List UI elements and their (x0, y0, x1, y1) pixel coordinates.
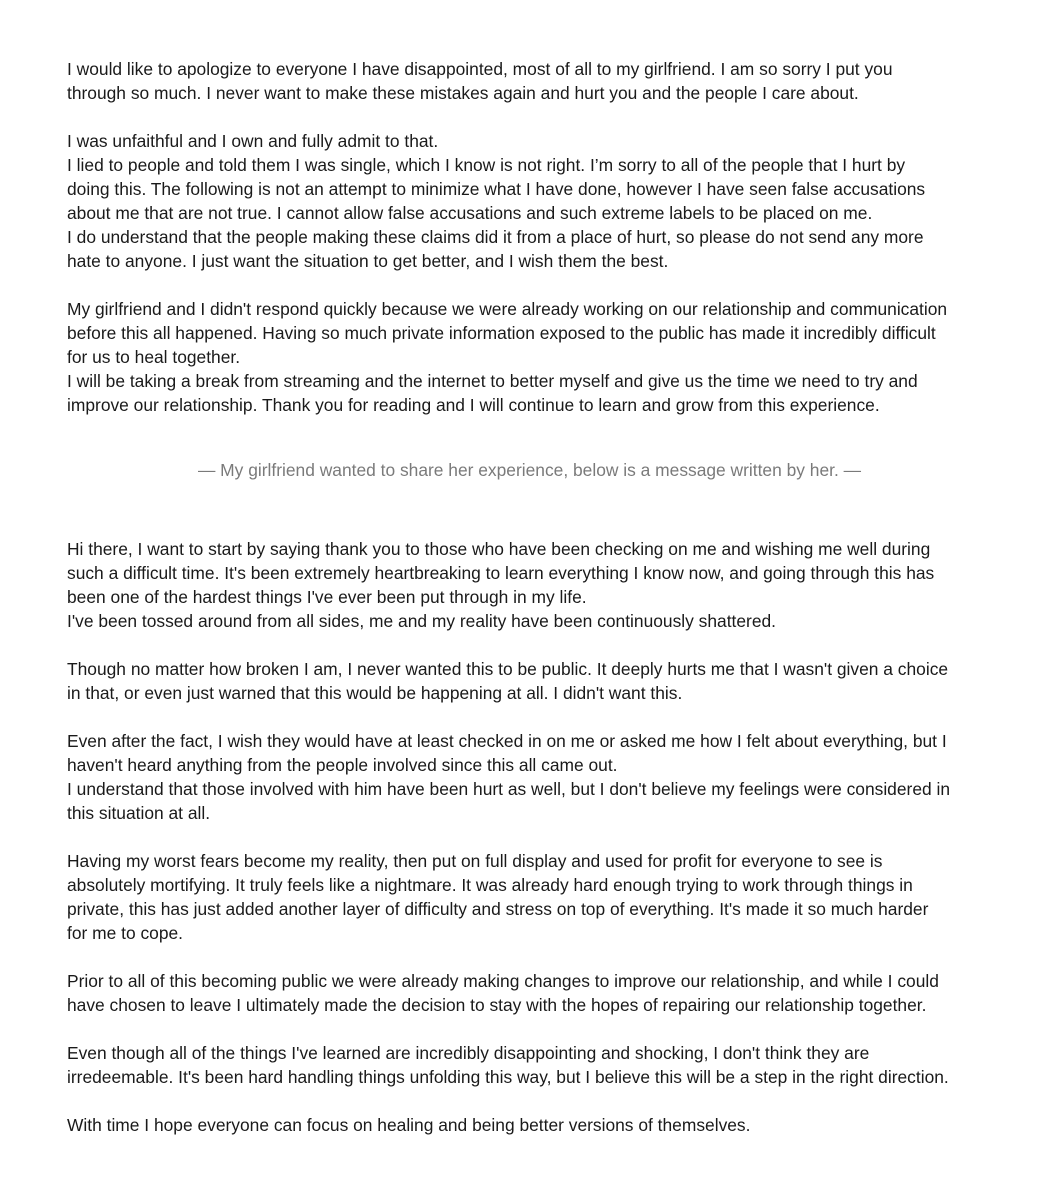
text-line: before this all happened. Having so much private information exposed to the public has made it incredibly difficult (67, 323, 936, 343)
text-line: I understand that those involved with him have been hurt as well, but I don't believe my feelings were considered in (67, 779, 951, 799)
text-line: Hi there, I want to start by saying thank you to those who have been checking on me and wishing me well during (67, 539, 931, 559)
text-line: improve our relationship. Thank you for reading and I will continue to learn and grow from this experience. (67, 395, 880, 415)
text-line: hate to anyone. I just want the situation to get better, and I wish them the best. (67, 251, 669, 271)
text-line: haven't heard anything from the people involved since this all came out. (67, 755, 618, 775)
apology-paragraph (67, 129, 997, 273)
statement-document (67, 57, 997, 1137)
text-line: With time I hope everyone can focus on healing and being better versions of themselves. (67, 1115, 751, 1135)
girlfriend-message-section (67, 537, 997, 1137)
text-line: doing this. The following is not an attempt to minimize what I have done, however I have seen false accusations (67, 179, 926, 199)
message-paragraph (67, 849, 997, 945)
text-line: in that, or even just warned that this would be happening at all. I didn't want this. (67, 683, 683, 703)
apology-paragraph (67, 57, 997, 105)
text-line: have chosen to leave I ultimately made the decision to stay with the hopes of repairing our relationship together. (67, 995, 927, 1015)
message-paragraph (67, 969, 997, 1017)
text-line: for me to cope. (67, 923, 183, 943)
text-line: this situation at all. (67, 803, 211, 823)
text-line: through so much. I never want to make these mistakes again and hurt you and the people I care about. (67, 83, 859, 103)
text-line: about me that are not true. I cannot allow false accusations and such extreme labels to be placed on me. (67, 203, 873, 223)
text-line: Prior to all of this becoming public we were already making changes to improve our relationship, and while I could (67, 971, 939, 991)
text-line: such a difficult time. It's been extremely heartbreaking to learn everything I know now, and going through this has (67, 563, 935, 583)
text-line: My girlfriend and I didn't respond quickly because we were already working on our relationship and communication (67, 299, 948, 319)
text-line: I will be taking a break from streaming and the internet to better myself and give us the time we need to try and (67, 371, 918, 391)
text-line: private, this has just added another layer of difficulty and stress on top of everything. It's made it so much harder (67, 899, 929, 919)
apology-section (67, 57, 997, 417)
text-line: for us to heal together. (67, 347, 241, 367)
text-line: Even after the fact, I wish they would have at least checked in on me or asked me how I felt about everything, but I (67, 731, 947, 751)
text-line: been one of the hardest things I've ever been put through in my life. (67, 587, 587, 607)
message-paragraph (67, 657, 997, 705)
text-line: I would like to apologize to everyone I have disappointed, most of all to my girlfriend. I am so sorry I put you (67, 59, 893, 79)
text-line: irredeemable. It's been hard handling things unfolding this way, but I believe this will be a step in the right direction. (67, 1067, 949, 1087)
apology-paragraph (67, 297, 997, 417)
text-line: absolutely mortifying. It truly feels like a nightmare. It was already hard enough trying to work through things in (67, 875, 913, 895)
text-line: I was unfaithful and I own and fully admit to that. (67, 131, 439, 151)
message-paragraph (67, 1041, 997, 1089)
text-line: Though no matter how broken I am, I never wanted this to be public. It deeply hurts me that I wasn't given a choice (67, 659, 949, 679)
message-paragraph (67, 537, 997, 633)
text-line: I lied to people and told them I was single, which I know is not right. I’m sorry to all of the people that I hurt by (67, 155, 906, 175)
message-paragraph (67, 729, 997, 825)
text-line: I do understand that the people making these claims did it from a place of hurt, so please do not send any more (67, 227, 924, 247)
text-line: I've been tossed around from all sides, me and my reality have been continuously shattered. (67, 611, 777, 631)
text-line: Even though all of the things I've learned are incredibly disappointing and shocking, I don't think they are (67, 1043, 870, 1063)
text-line: Having my worst fears become my reality, then put on full display and used for profit for everyone to see is (67, 851, 883, 871)
section-divider-note: — My girlfriend wanted to share her experience, below is a message written by her. — (197, 460, 862, 480)
message-paragraph (67, 1113, 997, 1137)
